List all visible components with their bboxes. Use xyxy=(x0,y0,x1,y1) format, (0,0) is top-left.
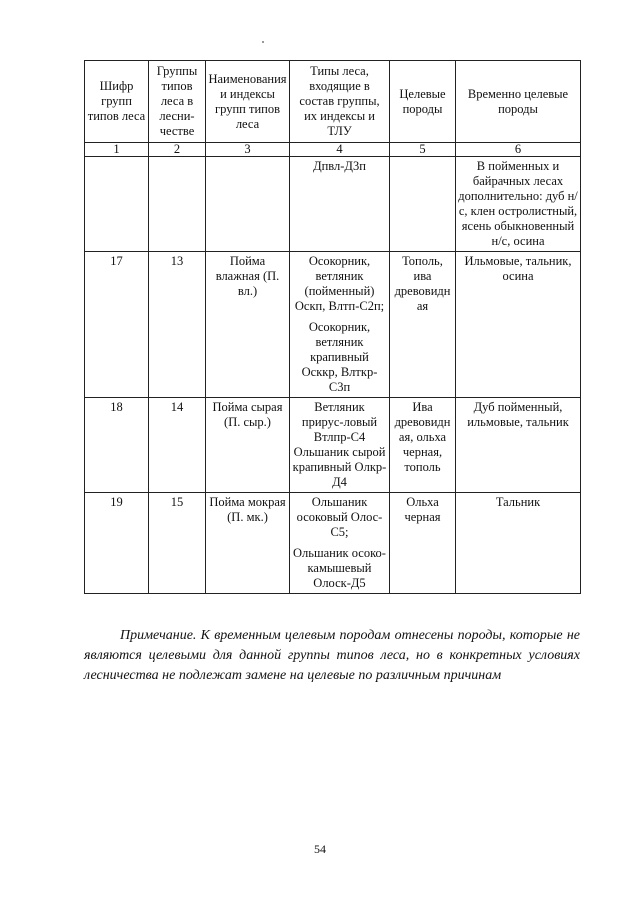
temporary-species-cell: Тальник xyxy=(456,493,581,594)
header-cell: Временно целевые породы xyxy=(456,61,581,143)
forest-type-entry: Осокорник, ветляник (пойменный) Оскп, Влтп-С2п; xyxy=(294,254,385,313)
forest-type-entry: Осокорник, ветляник крапивный Осккр, Влткр-С3п xyxy=(301,320,378,394)
footnote: Примечание. К временным целевым породам отнесены породы, которые не являются целевыми для данной группы типов леса, но в конкретных условиях лесничества не подлежат замене на целевые по различным причинам xyxy=(84,628,580,683)
page-number: 54 xyxy=(314,842,326,856)
table-row xyxy=(85,398,581,493)
table-row xyxy=(85,157,581,252)
column-number: 6 xyxy=(456,143,581,157)
target-species-cell: Ольха черная xyxy=(390,493,456,594)
header-cell: Целевые породы xyxy=(390,61,456,143)
column-number: 5 xyxy=(390,143,456,157)
column-number: 3 xyxy=(206,143,290,157)
forest-types-cell xyxy=(290,493,390,594)
group-number-cell xyxy=(149,157,206,252)
group-number-cell: 14 xyxy=(149,398,206,493)
group-code-cell: 17 xyxy=(85,252,149,398)
temporary-species-cell: В пойменных и байрачных лесах дополнительно: дуб н/с, клен остролистный, ясень обыкновенный н/с, осина xyxy=(456,157,581,252)
forest-types-cell xyxy=(290,157,390,252)
group-code-cell: 18 xyxy=(85,398,149,493)
group-code-cell: 19 xyxy=(85,493,149,594)
target-species-cell: Тополь, ива древовидн ая xyxy=(390,252,456,398)
forest-type-entry: Ольшаник осоковый Олос-С5; xyxy=(296,495,383,539)
group-name-cell: Пойма влажная (П. вл.) xyxy=(206,252,290,398)
column-number-row xyxy=(85,143,581,157)
group-number-cell: 13 xyxy=(149,252,206,398)
temporary-species-cell: Ильмовые, тальник, осина xyxy=(456,252,581,398)
header-cell: Шифр групп типов леса xyxy=(85,61,149,143)
table-row xyxy=(85,493,581,594)
group-name-cell xyxy=(206,157,290,252)
header-cell: Наименованияи индексы групп типов леса xyxy=(206,61,290,143)
forest-types-table xyxy=(84,60,581,594)
header-cell: Типы леса, входящие в состав группы, их индексы и ТЛУ xyxy=(290,61,390,143)
table-header-row xyxy=(85,61,581,143)
forest-types-cell xyxy=(290,252,390,398)
column-number: 1 xyxy=(85,143,149,157)
header-cell: Группы типов леса в лесни-честве xyxy=(149,61,206,143)
target-species-cell xyxy=(390,157,456,252)
forest-type-entry: Ольшаник сырой крапивный Олкр-Д4 xyxy=(292,445,387,489)
table-row xyxy=(85,252,581,398)
forest-type-entry: Ветляник прирус-ловый Втлпр-С4 xyxy=(301,400,378,444)
scan-speck xyxy=(262,41,264,43)
group-code-cell xyxy=(85,157,149,252)
group-name-cell: Пойма мокрая (П. мк.) xyxy=(206,493,290,594)
forest-types-cell xyxy=(290,398,390,493)
group-name-cell: Пойма сырая (П. сыр.) xyxy=(206,398,290,493)
group-number-cell: 15 xyxy=(149,493,206,594)
forest-type-entry: Ольшаник осоко-камышевый Олоск-Д5 xyxy=(293,546,386,590)
column-number: 4 xyxy=(290,143,390,157)
forest-type-entry: Дпвл-Д3п xyxy=(313,159,366,173)
target-species-cell: Ива древовидн ая, ольха черная, тополь xyxy=(390,398,456,493)
temporary-species-cell: Дуб пойменный, ильмовые, тальник xyxy=(456,398,581,493)
column-number: 2 xyxy=(149,143,206,157)
